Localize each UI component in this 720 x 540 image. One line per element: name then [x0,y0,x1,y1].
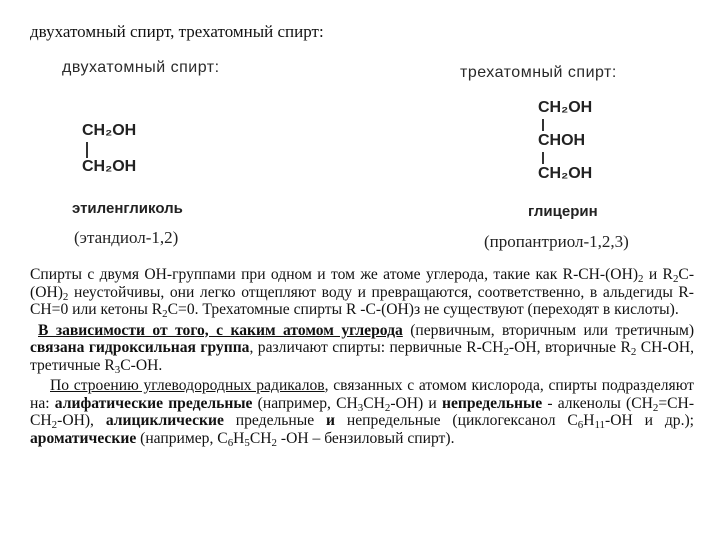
glycol-iupac-name: (этандиол-1,2) [74,228,179,247]
paragraph-unstable-diols: Спирты с двумя OH-группами при одном и том же атоме углерода, такие как $R-CH-(OH)_2$ и $R_2C-(OH)_2$ неустойчивы, они легко отщепляют воду и превращаются, соответственно, в альдегиды R-CH=0 или кетоны $R_2C=0$. Трехатомные спирты R -C-(OH)з не существуют (переходят в кислоты). [30,266,695,320]
glycerol-formula-top: CH₂OH [538,99,593,116]
slide-title: двухатомный спирт, трехатомный спирт: [30,22,324,41]
glycerol-iupac-name: (пропантриол-1,2,3) [484,232,629,251]
glycol-formula-top: CH₂OH [82,122,137,139]
structures-figure [40,52,700,262]
paragraph-classification-radicals: По строению углеводородных радикалов, связанных с атомом кислорода, спирты подразделяют на: алифатические предельные (например, $CH_3CH_2-OH$) и непредельные - алкенолы $(CH_2=CH-CH_2-OH)$, алициклические предельные и непредельные (циклогексанол $C_6H_{11}-OH$ и др.); ароматические (например, $C_6H_5CH_2$ -OH – бензиловый спирт). [30,377,695,449]
glycerol-formula-bottom: CH₂OH [538,165,593,182]
glycol-name: этиленгликоль [72,200,183,217]
glycerol-bond-1 [542,119,544,131]
glycol-bond [86,142,88,158]
trihydric-label: трехатомный спирт: [460,64,617,81]
paragraph-classification-carbon: В зависимости от того, с каким атомом углерода (первичным, вторичным или третичным) связана гидроксильная группа, различают спирты: первичные $R-CH_2-OH$, вторичные $R_2$ CH-OH, третичные $R_3C-OH$. [30,321,695,376]
glycerol-formula-mid: CHOH [538,132,586,149]
glycerol-bond-2 [542,152,544,164]
text-body [30,266,694,447]
glycerol-name: глицерин [528,203,598,220]
dihydric-label: двухатомный спирт: [62,59,220,76]
glycol-formula-bottom: CH₂OH [82,158,137,175]
